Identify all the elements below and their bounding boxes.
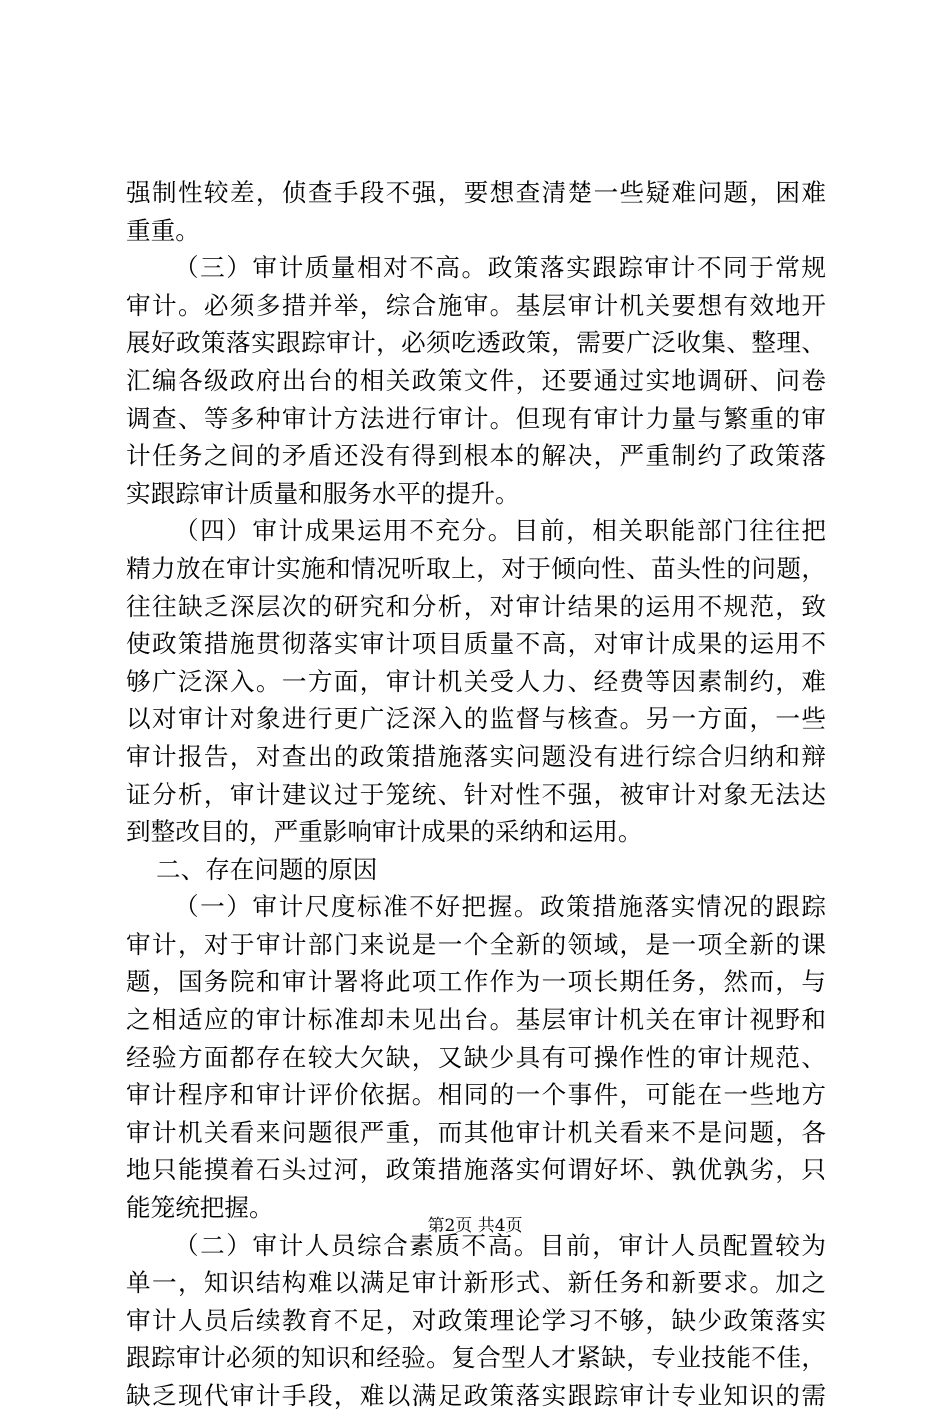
text-line: 审计程序和审计评价依据。相同的一个事件，可能在一些地方 bbox=[126, 1080, 826, 1110]
text-line: 使政策措施贯彻落实审计项目质量不高，对审计成果的运用不 bbox=[126, 629, 826, 659]
paragraph-start-line: （三）审计质量相对不高。政策落实跟踪审计不同于常规 bbox=[174, 253, 826, 283]
text-line: 展好政策落实跟踪审计，必须吃透政策，需要广泛收集、整理、 bbox=[126, 328, 826, 358]
text-line: 以对审计对象进行更广泛深入的监督与核查。另一方面，一些 bbox=[126, 704, 826, 734]
text-line: 之相适应的审计标准却未见出台。基层审计机关在审计视野和 bbox=[126, 1005, 826, 1035]
text-line: 审计，对于审计部门来说是一个全新的领域，是一项全新的课 bbox=[126, 929, 826, 959]
text-line: 重重。 bbox=[126, 215, 200, 245]
text-line: 缺乏现代审计手段，难以满足政策落实跟踪审计专业知识的需 bbox=[126, 1381, 826, 1410]
text-line: 调查、等多种审计方法进行审计。但现有审计力量与繁重的审 bbox=[126, 403, 826, 433]
text-line: 单一，知识结构难以满足审计新形式、新任务和新要求。加之 bbox=[126, 1268, 826, 1298]
paragraph-start-line: （一）审计尺度标准不好把握。政策措施落实情况的跟踪 bbox=[174, 892, 826, 922]
text-line: 题，国务院和审计署将此项工作作为一项长期任务，然而，与 bbox=[126, 967, 826, 997]
page-number-footer: 第2页 共4页 bbox=[427, 1216, 523, 1236]
text-line: 实跟踪审计质量和服务水平的提升。 bbox=[126, 478, 520, 508]
text-line: 到整改目的，严重影响审计成果的采纳和运用。 bbox=[126, 817, 643, 847]
text-line: 审计机关看来问题很严重，而其他审计机关看来不是问题，各 bbox=[126, 1117, 826, 1147]
text-line: 证分析，审计建议过于笼统、针对性不强，被审计对象无法达 bbox=[126, 779, 826, 809]
text-line: 跟踪审计必须的知识和经验。复合型人才紧缺，专业技能不佳， bbox=[126, 1343, 826, 1373]
section-heading: 二、存在问题的原因 bbox=[156, 854, 378, 884]
text-line: 汇编各级政府出台的相关政策文件，还要通过实地调研、问卷 bbox=[126, 365, 826, 395]
paragraph-start-line: （二）审计人员综合素质不高。目前，审计人员配置较为 bbox=[174, 1230, 826, 1260]
text-line: 能笼统把握。 bbox=[126, 1193, 274, 1223]
text-line: 往往缺乏深层次的研究和分析，对审计结果的运用不规范，致 bbox=[126, 591, 826, 621]
text-line: 经验方面都存在较大欠缺，又缺少具有可操作性的审计规范、 bbox=[126, 1042, 826, 1072]
text-line: 精力放在审计实施和情况听取上，对于倾向性、苗头性的问题， bbox=[126, 553, 826, 583]
text-line: 地只能摸着石头过河，政策措施落实何谓好坏、孰优孰劣，只 bbox=[126, 1155, 826, 1185]
text-line: 计任务之间的矛盾还没有得到根本的解决，严重制约了政策落 bbox=[126, 441, 826, 471]
paragraph-start-line: （四）审计成果运用不充分。目前，相关职能部门往往把 bbox=[174, 516, 826, 546]
text-line: 审计。必须多措并举，综合施审。基层审计机关要想有效地开 bbox=[126, 290, 826, 320]
text-line: 强制性较差，侦查手段不强，要想查清楚一些疑难问题，困难 bbox=[126, 178, 826, 207]
text-line: 审计报告，对查出的政策措施落实问题没有进行综合归纳和辩 bbox=[126, 741, 826, 771]
text-line: 够广泛深入。一方面，审计机关受人力、经费等因素制约，难 bbox=[126, 666, 826, 696]
text-line: 审计人员后续教育不足，对政策理论学习不够，缺少政策落实 bbox=[126, 1305, 826, 1335]
